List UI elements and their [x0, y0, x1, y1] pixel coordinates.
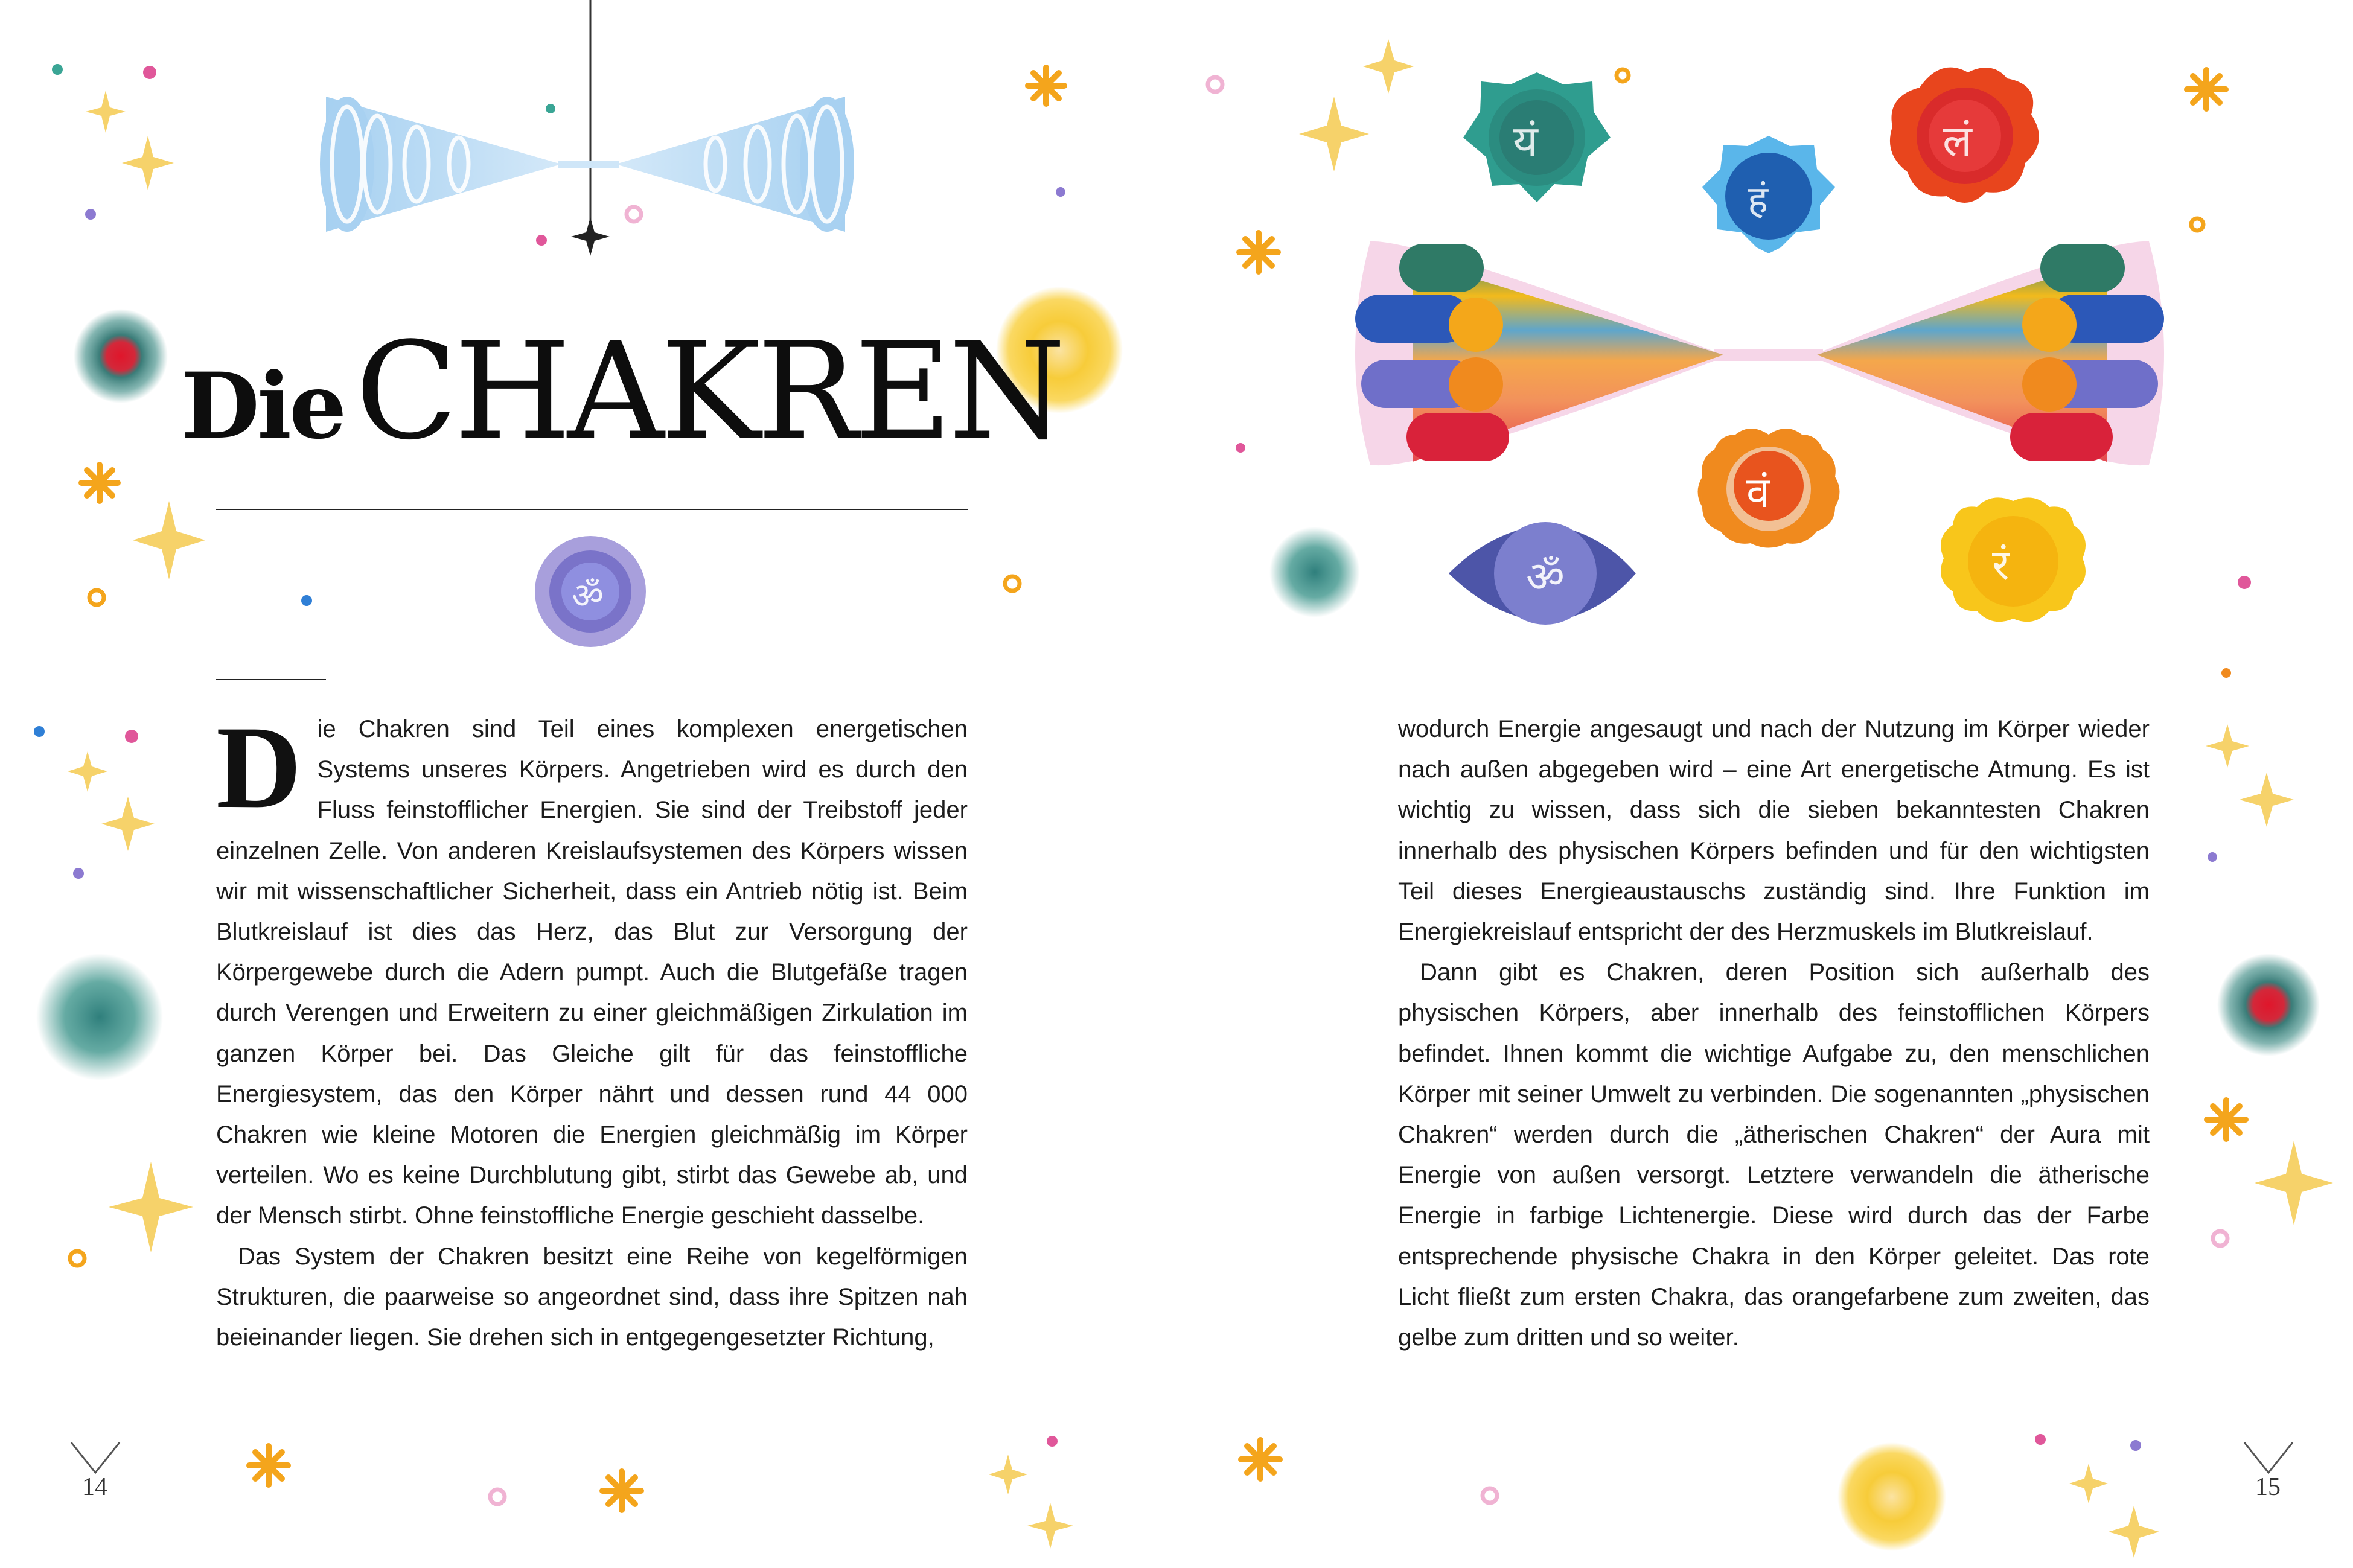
title-divider — [216, 509, 968, 510]
solar-plexus-chakra-syllable: रं — [1992, 540, 2010, 590]
page-number-right: 15 — [2255, 1473, 2281, 1501]
throat-chakra-syllable: हं — [1748, 178, 1768, 223]
paragraph — [216, 702, 968, 1237]
paragraph: Dann gibt es Chakren, deren Position sich außerhalb des physischen Körpers, aber innerhalb des feinstofflichen Körpers befindet. Ihnen kommt die wichtige Aufgabe zu, den menschlichen Körper mit seiner Umwelt zu verbinden. Die sogenannten „physischen Chakren“ werden durch die „ätherischen Chakren“ der Aura mit Energie von außen versorgt. Letztere verwandeln die ätherische Energie in farbige Lichtenergie. Diese wird durch das der Farbe entsprechende physische Chakra in den Körper geleitet. Das rote Licht fließt zum ersten Chakra, das orangefarbene zum zweiten, das gelbe zum dritten und so weiter. — [1398, 959, 2150, 1351]
paragraph: wodurch Energie angesaugt und nach der Nutzung im Körper wieder nach außen abgegeben wird – eine Art energetische Atmung. Es ist wichtig zu wissen, dass sich die sieben bekanntesten Chakren innerhalb des physischen Körpers befinden und für den wichtigsten Teil dieses Energieaustauschs zuständig sind. Ihre Funktion im Energiekreislauf entspricht der des Herzmuskels im Blutkreislauf. — [1398, 716, 2150, 946]
heart-chakra-syllable: यं — [1513, 116, 1538, 167]
right-column-text — [1398, 709, 2150, 1358]
page-number-left: 14 — [82, 1473, 107, 1501]
paragraph-text: ie Chakren sind Teil eines komplexen energetischen Systems unseres Körpers. Angetrieben wird es durch den Fluss feinstofflicher Energien. Sie sind der Treibstoff jeder einzelnen Zelle. Von anderen Kreislaufsystemen des Körpers wissen wir mit wissenschaftlicher Sicherheit, dass ein Antrieb nötig ist. Beim Blutkreislauf ist dies das Herz, das Blut zur Versorgung der Körpergewebe durch die Adern pumpt. Auch die Blutgefäße tragen durch Verengen und Erweitern zu einer gleichmäßigen Zirkulation im ganzen Körper bei. Das Gleiche gilt für das feinstoffliche Energiesystem, das den Körper nährt und dessen rund 44 000 Chakren wie kleine Motoren die Energien gleichmäßig im Körper verteilen. Wo es keine Durchblutung gibt, stirbt das Gewebe ab, und der Mensch stirbt. Ohne feinstoffliche Energie geschieht dasselbe. — [216, 716, 968, 1229]
paragraph: Das System der Chakren besitzt eine Reihe von kegelförmigen Strukturen, die paarweise so angeordnet sind, dass ihre Spitzen nah beieinander liegen. Sie drehen sich in entgegengesetzter Richtung, — [216, 1243, 968, 1351]
left-column-text — [216, 702, 968, 1358]
root-chakra-syllable: लं — [1943, 115, 1972, 166]
page-title — [181, 314, 1062, 470]
title-main: CHAKREN — [355, 314, 1062, 470]
title-prefix: Die — [181, 353, 345, 459]
third-eye-chakra-syllable: ॐ — [1526, 552, 1565, 602]
drop-cap: D — [216, 702, 302, 833]
sacral-chakra-syllable: वं — [1746, 468, 1770, 517]
text-divider — [216, 679, 326, 680]
crown-chakra-syllable: ॐ — [572, 575, 604, 616]
